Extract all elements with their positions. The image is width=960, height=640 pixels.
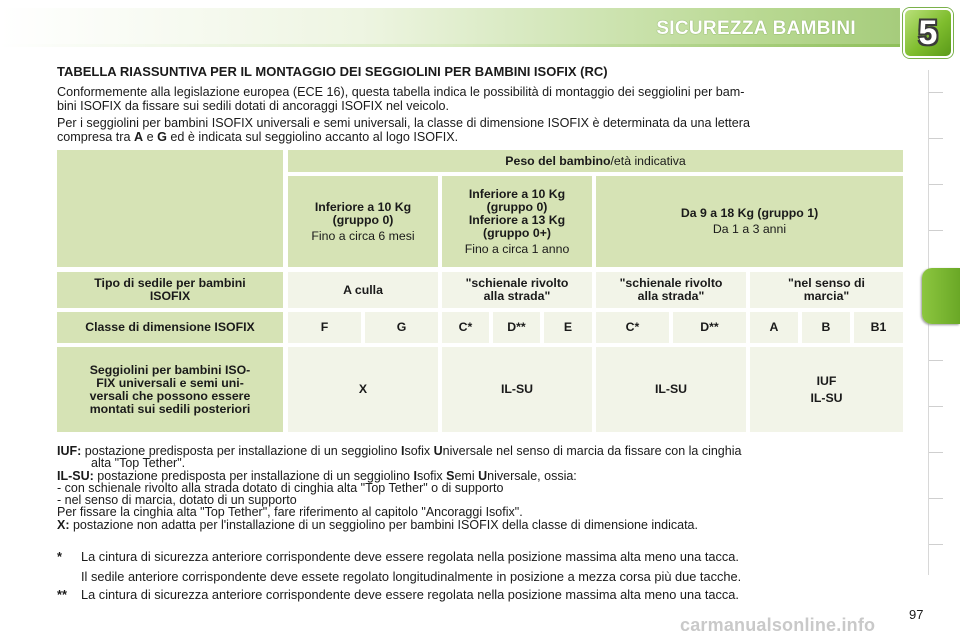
chapter-tab-tick: [929, 544, 943, 545]
seat-value: IL-SU: [500, 382, 534, 396]
size-class-cell: F: [288, 312, 361, 343]
seat-type-cell: [288, 272, 438, 308]
row-label-seat-type: [57, 272, 283, 308]
legend-text: postazione non adatta per l'installazione di un seggiolino per bambini ISOFIX della classe di dimensione indicata.: [69, 517, 698, 532]
seat-value: X: [358, 382, 368, 396]
footnotes: [57, 549, 917, 605]
legend-dash-item: - nel senso di marcia, dotato di un supporto: [57, 493, 297, 508]
section-title: TABELLA RIASSUNTIVA PER IL MONTAGGIO DEI SEGGIOLINI PER BAMBINI ISOFIX (RC): [57, 64, 608, 79]
legend-text: postazione predisposta per installazione di un seggiolino: [81, 444, 401, 458]
size-class-cell: C*: [596, 312, 669, 343]
chapter-number-badge: [903, 8, 953, 58]
legend-text: sofix: [416, 468, 447, 483]
intro-line: Per i seggiolini per bambini ISOFIX universali e semi universali, la classe di dimensione ISOFIX è determinata da una lettera: [57, 116, 750, 130]
seat-type-cell: [442, 272, 592, 308]
group-line: Inferiore a 10 Kg: [314, 199, 412, 214]
row-label-line: ISOFIX: [149, 289, 191, 303]
chapter-tab-tick: [929, 184, 943, 185]
seat-type-line: "schienale rivolto: [465, 276, 569, 290]
row-label-rear-seats: [57, 347, 283, 432]
legend-iuf: [57, 445, 917, 457]
weight-header: [288, 150, 903, 172]
seat-type-line: A culla: [343, 282, 383, 297]
seat-value-cell: [750, 347, 903, 432]
legend-dash-item: - con schienale rivolto alla strada dotato di cinghia alta "Top Tether" o di supporto: [57, 480, 504, 495]
intro-text: e: [143, 130, 158, 144]
legend-initial: S: [446, 468, 455, 483]
seat-type-line: alla strada": [483, 289, 551, 303]
legend-term: IUF:: [57, 444, 82, 458]
intro-text: ed è indicata sul seggiolino accanto al logo ISOFIX.: [166, 130, 459, 144]
row-label-size-class: [57, 312, 283, 343]
intro-paragraph-2: [57, 116, 907, 144]
legend-text: sofix: [404, 444, 434, 458]
size-class-cell: D**: [493, 312, 540, 343]
row-label-line: versali che possono essere: [89, 388, 251, 403]
row-label-line: Tipo di sedile per bambini: [94, 276, 246, 290]
size-class-cell: D**: [673, 312, 746, 343]
intro-line: Conformemente alla legislazione europea (ECE 16), questa tabella indica le possibilità di montaggio dei seggiolini per bam-: [57, 85, 745, 99]
intro-line: bini ISOFIX da fissare sui sedili dotati di ancoraggi ISOFIX nel veicolo.: [57, 99, 449, 113]
table-corner: [57, 150, 283, 267]
seat-type-cell: [750, 272, 903, 308]
seat-value-cell: [288, 347, 438, 432]
legend-x: [57, 519, 917, 531]
footnote-text: Il sedile anteriore corrispondente deve essete regolato longitudinalmente in posizione a mezza corsa più due tacche.: [81, 569, 742, 584]
group-age: Da 1 a 3 anni: [712, 222, 787, 236]
legend-initial: I: [400, 444, 405, 458]
seat-type-line: "nel senso di: [788, 276, 865, 290]
seat-value: IL-SU: [654, 382, 688, 396]
footnote: [57, 587, 917, 605]
intro-text: compresa tra: [57, 130, 134, 144]
seat-type-line: alla strada": [637, 289, 705, 303]
seat-type-line: "schienale rivolto: [619, 276, 723, 290]
row-label-line: Classe di dimensione ISOFIX: [85, 320, 255, 334]
group-header: [288, 176, 438, 267]
row-label-line: FIX universali e semi uni-: [96, 375, 244, 390]
group-header: [596, 176, 903, 267]
legend-text: niversale, ossia:: [487, 468, 577, 483]
footnote-text: La cintura di sicurezza anteriore corrispondente deve essere regolata nella posizione massima alta meno una tacca.: [81, 549, 739, 564]
footnote: [57, 569, 917, 587]
group-age: Fino a circa 1 anno: [464, 241, 570, 256]
size-class-cell: B1: [854, 312, 903, 343]
chapter-tab-tick: [929, 360, 943, 361]
group-line: (gruppo 0): [486, 199, 548, 214]
chapter-tab-tick: [929, 452, 943, 453]
weight-header-bold: Peso del bambino: [505, 153, 611, 168]
chapter-number: 5: [918, 13, 938, 52]
chapter-tab-tick: [929, 498, 943, 499]
size-letter: G: [157, 130, 167, 144]
legend-initial: U: [433, 444, 443, 458]
size-letter: A: [134, 130, 144, 144]
seat-value-cell: [596, 347, 746, 432]
group-age: Fino a circa 6 mesi: [311, 228, 415, 243]
chapter-tab-tick: [929, 138, 943, 139]
row-label-line: montati sui sedili posteriori: [89, 401, 251, 416]
size-class-cell: B: [802, 312, 850, 343]
legend-text: emi: [454, 468, 479, 483]
legend-text: postazione predisposta per installazione di un seggiolino: [93, 468, 414, 483]
seat-value: IL-SU: [810, 390, 843, 405]
seat-value: IUF: [816, 373, 837, 388]
size-class-cell: E: [544, 312, 592, 343]
chapter-title: SICUREZZA BAMBINI: [656, 18, 856, 39]
chapter-tab-tick: [929, 92, 943, 93]
group-header: [442, 176, 592, 267]
watermark: carmanualsonline.info: [680, 615, 876, 635]
legend-top-tether: Per fissare la cinghia alta "Top Tether", fare riferimento al capitolo "Ancoraggi Isofix".: [57, 505, 523, 520]
intro-paragraph-1: [57, 85, 907, 113]
chapter-tab-tick: [929, 406, 943, 407]
legend: [57, 445, 917, 531]
footnote-marker: **: [57, 587, 67, 602]
seat-type-line: marcia": [803, 289, 850, 303]
size-class-cell: A: [750, 312, 798, 343]
row-label-line: Seggiolini per bambini ISO-: [89, 362, 251, 377]
legend-term: IL-SU:: [57, 468, 94, 483]
legend-term: X:: [57, 517, 70, 532]
group-line: (gruppo 0): [332, 212, 394, 227]
weight-header-text: [505, 155, 685, 168]
seat-value-cell: [442, 347, 592, 432]
legend-initial: U: [478, 468, 488, 483]
legend-text: niversale nel senso di marcia da fissare con la cinghia: [442, 444, 742, 458]
group-line: (gruppo 0+): [483, 225, 551, 240]
page-header: [0, 0, 960, 58]
size-class-cell: G: [365, 312, 438, 343]
footnote: [57, 549, 917, 567]
seat-type-cell: [596, 272, 746, 308]
chapter-tab-tick: [929, 230, 943, 231]
footnote-marker: *: [57, 549, 62, 564]
chapter-tab-active: [922, 268, 960, 324]
group-line: Inferiore a 10 Kg: [468, 186, 566, 201]
size-class-cell: C*: [442, 312, 489, 343]
group-line: Inferiore a 13 Kg: [468, 212, 566, 227]
legend-initial: I: [413, 468, 417, 483]
group-line: Da 9 a 18 Kg (gruppo 1): [680, 206, 819, 220]
weight-header-rest: /età indicativa: [610, 153, 686, 168]
intro-line: [57, 130, 907, 144]
legend-iuf-continued: alta "Top Tether".: [91, 456, 186, 471]
footnote-text: La cintura di sicurezza anteriore corrispondente deve essere regolata nella posizione massima alta meno una tacca.: [81, 587, 739, 602]
page-number: 97: [909, 607, 924, 622]
